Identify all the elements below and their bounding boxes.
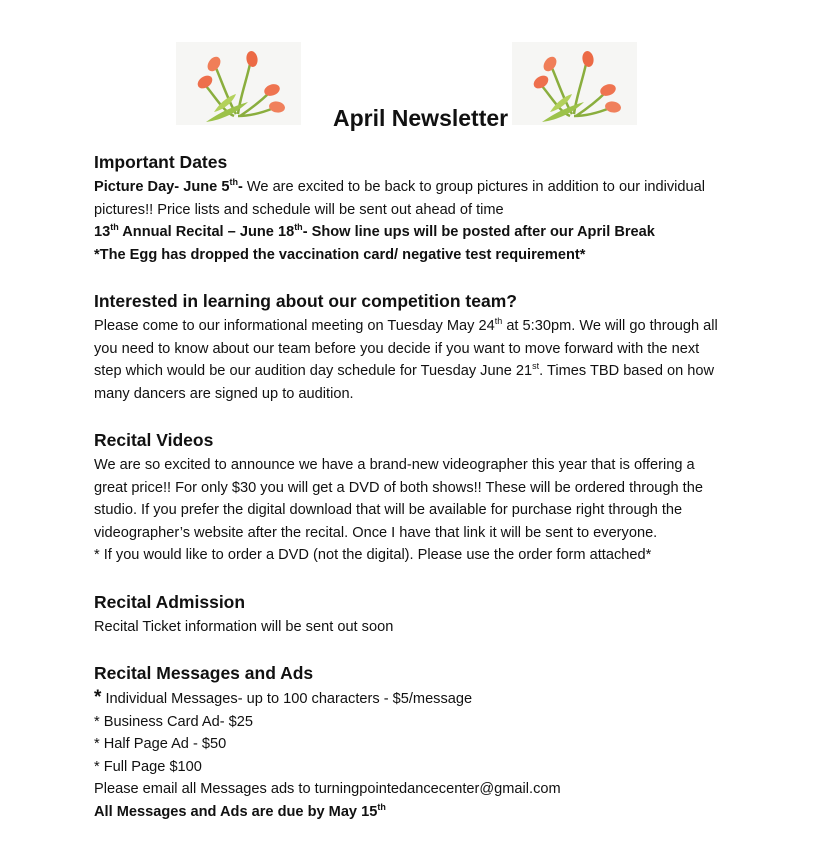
picture-day-label: Picture Day- June 5: [94, 179, 230, 195]
competition-heading: Interested in learning about our competition team?: [94, 291, 517, 311]
email-instructions: Please email all Messages ads to turningpointedancecenter@gmail.com: [94, 781, 561, 797]
important-dates-heading: Important Dates: [94, 152, 228, 172]
due-date-text: All Messages and Ads are due by May 15: [94, 803, 378, 820]
picture-day-text: We are excited to be back to group pictures in addition to our individual pictures!! Price lists and schedule will be sent out ahead of time: [94, 179, 705, 218]
competition-sup-b: st: [532, 361, 540, 371]
admission-text: Recital Ticket information will be sent out soon: [94, 618, 394, 635]
messages-item: * Full Page $100: [94, 758, 202, 775]
annual-recital-item: [94, 221, 724, 244]
recital-number-sup: th: [110, 222, 119, 232]
due-date-sup: th: [377, 801, 386, 812]
recital-text-b: - Show line ups will be posted after our April Break: [302, 224, 655, 240]
videos-note: * If you would like to order a DVD (not the digital). Please use the order form attached*: [94, 547, 652, 563]
videos-heading: Recital Videos: [94, 430, 214, 450]
page-title: April Newsletter: [333, 105, 509, 131]
picture-day-dash: -: [237, 179, 243, 195]
recital-number: 13: [94, 224, 111, 240]
individual-messages-text: Individual Messages- up to 100 characters - $5/message: [101, 691, 473, 707]
recital-text-a: Annual Recital – June 18: [118, 224, 295, 240]
messages-item: * Business Card Ad- $25: [94, 713, 253, 730]
newsletter-body: [94, 149, 724, 823]
competition-text-a: Please come to our informational meeting on Tuesday May 24: [94, 318, 495, 334]
egg-note: *The Egg has dropped the vaccination card/ negative test requirement*: [94, 246, 586, 263]
picture-day-sup: th: [229, 177, 238, 187]
competition-text: [94, 315, 724, 405]
admission-heading: Recital Admission: [94, 591, 246, 612]
videos-text: We are so excited to announce we have a brand-new videographer this year that is offering a great price!! For only $30 you will get a DVD of both shows!! These will be ordered through the studio. If you prefer the digital download that will be available for purchase right through the videographer’s website after the recital. Once I have that link it will be sent to everyone.: [94, 457, 703, 541]
competition-text-b: at 5:30pm. We will go through all you need to know about our team before you decide if you want to move forward with the next step which would be our audition day schedule for Tuesday June 21: [94, 318, 718, 379]
picture-day-item: [94, 176, 724, 221]
tulip-bouquet-icon: [176, 42, 301, 125]
competition-sup-a: th: [494, 316, 503, 326]
star-bullet: *: [94, 687, 102, 708]
messages-item: * Half Page Ad - $50: [94, 736, 227, 752]
messages-item-individual: [94, 687, 724, 711]
tulip-bouquet-icon: [512, 42, 637, 125]
messages-heading: Recital Messages and Ads: [94, 663, 314, 683]
recital-date-sup: th: [294, 222, 303, 232]
due-date-line: [94, 801, 724, 824]
competition-text-c: . Times TBD based on how many dancers are signed up to audition.: [94, 363, 715, 402]
